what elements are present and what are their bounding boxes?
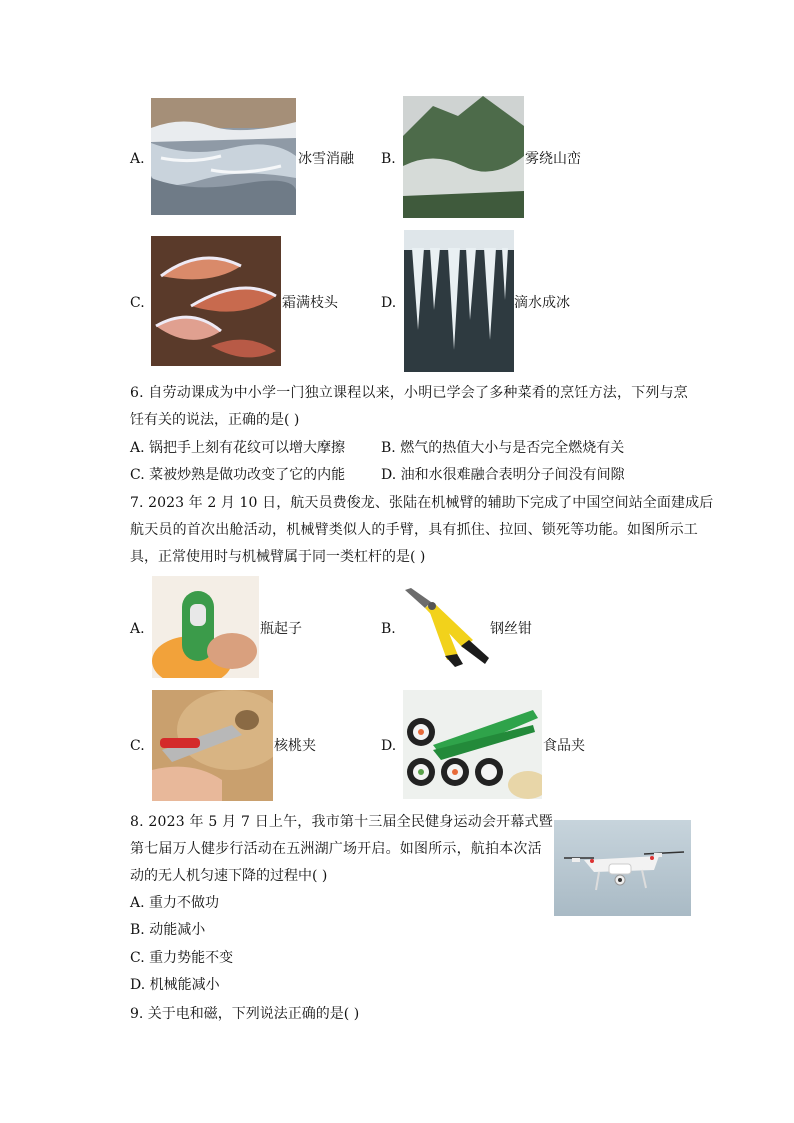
- option-caption-b: 雾绕山峦: [525, 151, 581, 167]
- option-caption-c: 霜满枝头: [282, 295, 338, 311]
- pliers-photo: [403, 588, 489, 667]
- icicles-photo: [404, 230, 514, 372]
- frost-leaves-photo: [151, 236, 281, 366]
- option-caption-a: 冰雪消融: [298, 151, 354, 167]
- option-caption-a: 瓶起子: [260, 621, 302, 637]
- nutcracker-photo: [152, 690, 273, 801]
- misty-mountain-photo: [403, 96, 524, 218]
- question-8-option-c: C. 重力势能不变: [130, 950, 234, 966]
- option-caption-c: 核桃夹: [274, 738, 316, 754]
- question-6-option-b: B. 燃气的热值大小与是否完全燃烧有关: [381, 440, 625, 456]
- question-8-option-b: B. 动能减小: [130, 922, 206, 938]
- question-8-stem-line2: 第七届万人健步行活动在五洲湖广场开启。如图所示，航拍本次活: [130, 841, 542, 857]
- option-letter-b: B.: [381, 621, 396, 637]
- option-caption-d: 食品夹: [543, 738, 585, 754]
- option-letter-d: D.: [381, 738, 397, 754]
- question-6-option-c: C. 菜被炒熟是做功改变了它的内能: [130, 467, 346, 483]
- question-8-stem-line3: 动的无人机匀速下降的过程中( ): [130, 868, 328, 884]
- option-caption-b: 钢丝钳: [490, 621, 532, 637]
- question-7-stem-line2: 航天员的首次出舱活动，机械臂类似人的手臂，具有抓住、拉回、锁死等功能。如图所示工: [130, 522, 698, 538]
- option-letter-c: C.: [130, 295, 145, 311]
- question-6-stem-line1: 6. 自劳动课成为中小学一门独立课程以来，小明已学会了多种菜肴的烹饪方法，下列与烹: [130, 385, 689, 401]
- option-letter-a: A.: [130, 151, 145, 167]
- option-letter-a: A.: [130, 621, 145, 637]
- option-letter-c: C.: [130, 738, 145, 754]
- melting-snow-photo: [151, 98, 296, 215]
- question-9-stem: 9. 关于电和磁，下列说法正确的是( ): [130, 1006, 360, 1022]
- question-6-stem-line2: 饪有关的说法，正确的是( ): [130, 412, 300, 428]
- question-6-option-d: D. 油和水很难融合表明分子间没有间隙: [381, 467, 625, 483]
- drone-photo: [554, 820, 691, 916]
- option-letter-b: B.: [381, 151, 396, 167]
- question-7-stem-line1: 7. 2023 年 2 月 10 日，航天员费俊龙、张陆在机械臂的辅助下完成了中国空间站全面建成后: [130, 495, 714, 511]
- option-caption-d: 滴水成冰: [514, 295, 570, 311]
- food-tongs-photo: [403, 690, 542, 799]
- bottle-opener-photo: [152, 576, 259, 678]
- question-8-option-a: A. 重力不做功: [130, 895, 220, 911]
- question-8-option-d: D. 机械能减小: [130, 977, 220, 993]
- option-letter-d: D.: [381, 295, 397, 311]
- question-6-option-a: A. 锅把手上刻有花纹可以增大摩擦: [130, 440, 346, 456]
- question-8-stem-line1: 8. 2023 年 5 月 7 日上午，我市第十三届全民健身运动会开幕式暨: [130, 814, 553, 830]
- question-7-stem-line3: 具，正常使用时与机械臂属于同一类杠杆的是( ): [130, 549, 426, 565]
